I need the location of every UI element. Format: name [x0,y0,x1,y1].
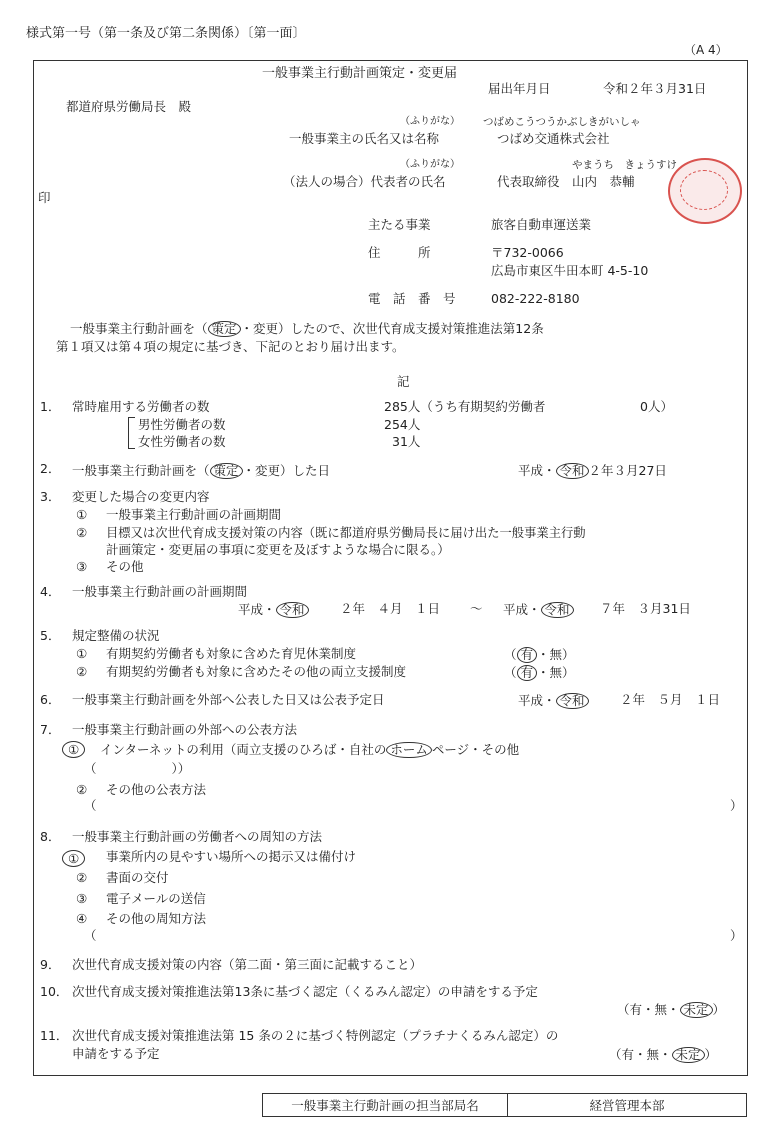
item-9-label: 次世代育成支援対策の内容（第二面・第三面に記載すること） [72,957,423,972]
address: 広島市東区牛田本町 4-5-10 [491,263,649,278]
item-5-num: 5． [40,628,61,643]
furigana-label-1: （ふりがな） [400,116,460,127]
item-5-o2-ari: 有 [517,665,538,681]
rep-name: 代表取締役 山内 恭輔 [497,174,635,189]
item-8-paren-open: （ [84,928,97,943]
intro-line-1: 一般事業主行動計画を（ 策定 ・変更）したので、次世代育成支援対策推進法第12条 [70,321,544,336]
dept-value: 経営管理本部 [508,1094,747,1117]
item-2-date: 平成・ 令和 ２年３月27日 [518,463,667,478]
item-1-total: 285人（うち有期契約労働者 [384,399,546,414]
item-6-date: ２年 ５月 １日 [620,692,721,707]
intro-line-2: 第１項又は第４項の規定に基づき、下記のとおり届け出ます。 [56,339,405,354]
item-1-female-label: 女性労働者の数 [138,434,226,449]
item-8-o4: その他の周知方法 [106,911,207,926]
item-8-o1-mark: ① [62,850,85,867]
item-6-era: 平成・ 令和 [518,693,589,709]
item-8-o2: 書面の交付 [106,870,169,885]
item-4-label: 一般事業主行動計画の計画期間 [72,584,248,599]
item-4-end-date: ７年 ３月31日 [600,601,691,616]
item-1-num: 1． [40,399,61,414]
item-5-o1: 有期契約労働者も対象に含めた育児休業制度 [106,646,357,661]
item-9-num: 9． [40,957,61,972]
item-3-o2-line2: 計画策定・変更届の事項に変更を及ぼすような場合に限る。） [106,542,450,557]
seal-char: 印 [38,190,51,205]
item-10-circled: 未定 [680,1002,713,1018]
item-3-o2-line1: 目標又は次世代育成支援対策の内容（既に都道府県労働局長に届け出た一般事業主行動 [106,526,586,540]
company-furigana: つばめこうつうかぶしきがいしゃ [483,116,641,128]
item-11-label-line1: 次世代育成支援対策推進法第 15 条の２に基づく特例認定（プラチナくるみん認定）の [72,1028,559,1043]
item-11-choice: （有・無・ 未定 ） [609,1047,718,1062]
item-7-o1-paren: （ ）） [84,761,191,776]
item-10-label: 次世代育成支援対策推進法第13条に基づく認定（くるみん認定）の申請をする予定 [72,984,538,999]
item-7-paren-open: （ [84,798,97,813]
item-6-label: 一般事業主行動計画を外部へ公表した日又は公表予定日 [72,692,385,707]
item-7-o1: インターネットの利用（両立支援のひろば・自社の ホーム ページ・その他 [100,742,520,757]
item-8-o4-mark: ④ [76,911,88,926]
company-seal-stamp [668,158,742,224]
ki: 記 [397,374,410,389]
item-4-end-era: 令和 [541,602,574,618]
item-4-tilde: ～ [470,601,483,616]
item-8-o3: 電子メールの送信 [106,891,206,906]
item-11-circled: 未定 [672,1047,705,1063]
item-3-o1-mark: ① [76,507,88,522]
addressee: 都道府県労働局長 殿 [66,99,192,114]
item-6-num: 6． [40,692,61,707]
item-7-o2-mark: ② [76,782,88,797]
item-7-label: 一般事業主行動計画の外部への公表方法 [72,722,298,737]
item-3-num: 3． [40,489,61,504]
date-label: 届出年月日 [488,81,551,96]
item-4-start-era: 令和 [276,602,309,618]
item-11-label-line2: 申請をする予定 [72,1046,160,1061]
item-7-o1-circled: ホーム [386,742,432,758]
item-3-o1: 一般事業主行動計画の計画期間 [106,507,282,522]
item-7-num: 7． [40,722,61,737]
item-8-num: 8． [40,829,61,844]
address-label: 住 所 [368,245,431,260]
document-title: 一般事業主行動計画策定・変更届 [262,66,458,81]
item-2-label: 一般事業主行動計画を（ 策定 ・変更）した日 [72,463,331,478]
paper-size: （A 4） [684,43,728,57]
item-1-brace [128,417,135,449]
item-1-fixed-term: 0人） [640,399,673,414]
item-5-o1-choice: （ 有 ・無） [504,647,575,662]
item-1-label: 常時雇用する労働者の数 [72,399,210,414]
business-label: 主たる事業 [368,217,431,232]
company-label: 一般事業主の氏名又は名称 [289,131,440,146]
item-5-label: 規定整備の状況 [72,628,160,643]
dept-table [262,1093,747,1117]
item-3-o3-mark: ③ [76,559,88,574]
item-5-o2: 有期契約労働者も対象に含めたその他の両立支援制度 [106,664,407,679]
item-3-o2-mark: ② [76,525,88,540]
business-value: 旅客自動車運送業 [491,217,592,232]
postal-code: 〒732-0066 [491,245,564,260]
item-5-o1-mark: ① [76,646,88,661]
item-10-num: 10． [40,984,69,999]
phone-label: 電 話 番 号 [368,291,456,306]
item-7-o1-mark: ① [62,741,85,758]
item-8-o2-mark: ② [76,870,88,885]
item-8-o1: 事業所内の見やすい場所への掲示又は備付け [106,849,357,864]
rep-furigana: やまうち きょうすけ [572,159,677,171]
item-8-o3-mark: ③ [76,891,88,906]
item-5-o2-mark: ② [76,664,88,679]
item-4-start-date: ２年 ４月 １日 [340,601,441,616]
rep-label: （法人の場合）代表者の氏名 [283,174,446,189]
phone: 082-222-8180 [491,291,580,306]
intro-circled: 策定 [208,321,241,337]
company-name: つばめ交通株式会社 [497,131,610,146]
date-value: 令和２年３月31日 [603,81,707,96]
item-1-male-label: 男性労働者の数 [138,417,226,432]
item-1-male: 254人 [384,417,421,432]
item-4-end: 平成・ 令和 [503,602,574,618]
item-7-o2: その他の公表方法 [106,782,207,797]
item-5-o2-choice: （ 有 ・無） [504,665,575,680]
item-8-label: 一般事業主行動計画の労働者への周知の方法 [72,829,323,844]
item-2-era-circled: 令和 [556,463,589,479]
item-4-num: 4． [40,584,61,599]
item-2-num: 2． [40,461,61,476]
item-2-circled: 策定 [210,463,243,479]
item-3-label: 変更した場合の変更内容 [72,489,210,504]
item-6-era-circled: 令和 [556,693,589,709]
item-7-paren-close: ） [730,798,743,813]
item-3-o3: その他 [106,559,144,574]
item-8-paren-close: ） [730,928,743,943]
form-label: 様式第一号（第一条及び第二条関係）〔第一面〕 [26,26,306,41]
item-4-start: 平成・ 令和 [238,602,309,618]
item-5-o1-ari: 有 [517,647,538,663]
furigana-label-2: （ふりがな） [400,159,460,170]
item-1-female: 31人 [392,434,421,449]
item-10-choice: （有・無・ 未定 ） [617,1002,726,1017]
item-11-num: 11． [40,1028,69,1043]
dept-label: 一般事業主行動計画の担当部局名 [263,1094,508,1117]
